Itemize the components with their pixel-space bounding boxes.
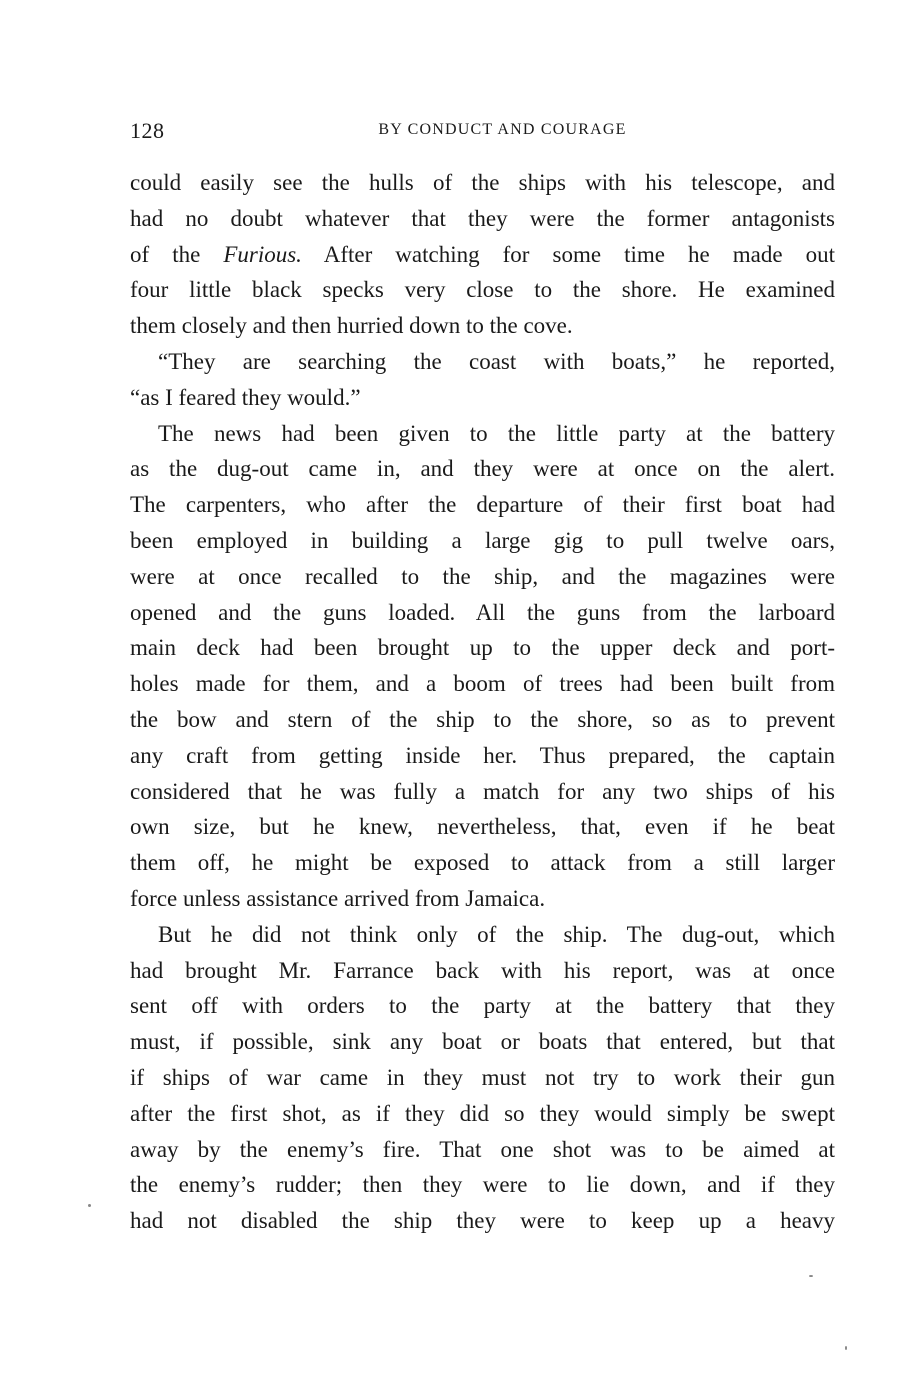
paragraph (130, 416, 835, 917)
ship-name-italic: Furious. (223, 241, 302, 267)
text-line: if ships of war came in they must not try to work their gun (130, 1064, 835, 1090)
text-line: the enemy’s rudder; then they were to lie down, and if they (130, 1172, 835, 1198)
text-line: the bow and stern of the ship to the shore, so as to prevent (130, 706, 835, 732)
text-line: main deck had been brought up to the upper deck and port- (130, 635, 835, 661)
text-line: them off, he might be exposed to attack from a still larger (130, 850, 835, 876)
text-line: as the dug-out came in, and they were at once on the alert. (130, 456, 835, 482)
text-line: sent off with orders to the party at the battery that they (130, 993, 835, 1019)
text-line: been employed in building a large gig to pull twelve oars, (130, 527, 835, 553)
text-line: force unless assistance arrived from Jamaica. (130, 885, 546, 911)
running-title: BY CONDUCT AND COURAGE (378, 121, 627, 138)
text-line: four little black specks very close to the shore. He examined (130, 277, 835, 303)
text-line: after the first shot, as if they did so they would simply be swept (130, 1100, 835, 1126)
paragraph (130, 165, 835, 344)
text-line (130, 237, 835, 273)
text-line: But he did not think only of the ship. The dug-out, which (158, 921, 835, 947)
text-line: were at once recalled to the ship, and the magazines were (130, 563, 835, 589)
text-line: had no doubt whatever that they were the former antagonists (130, 205, 835, 231)
text-line: The carpenters, who after the departure of their first boat had (130, 492, 835, 518)
page-header (130, 118, 835, 148)
text-line: own size, but he knew, nevertheless, that, even if he beat (130, 814, 835, 840)
scan-speck (845, 1346, 847, 1350)
text-line: “as I feared they would.” (130, 384, 361, 410)
paragraph (130, 344, 835, 416)
text-line: “They are searching the coast with boats,” he reported, (158, 348, 835, 374)
text-line: The news had been given to the little party at the battery (158, 420, 835, 446)
text-line: had brought Mr. Farrance back with his report, was at once (130, 957, 835, 983)
text-line: must, if possible, sink any boat or boats that entered, but that (130, 1029, 835, 1055)
text-line: had not disabled the ship they were to keep up a heavy (130, 1208, 835, 1234)
text-line: opened and the guns loaded. All the guns from the larboard (130, 599, 835, 625)
scan-speck (809, 1275, 813, 1277)
paragraph (130, 917, 835, 1239)
text-line: any craft from getting inside her. Thus prepared, the captain (130, 742, 835, 768)
text-segment: of the (130, 241, 224, 267)
text-segment: After watching for some time he made out (301, 241, 835, 267)
page-number: 128 (130, 118, 165, 143)
body-text (130, 165, 835, 1239)
scan-speck (88, 1204, 91, 1207)
text-line: holes made for them, and a boom of trees had been built from (130, 671, 835, 697)
text-line: considered that he was fully a match for any two ships of his (130, 778, 835, 804)
text-line: away by the enemy’s fire. That one shot was to be aimed at (130, 1136, 835, 1162)
text-line: could easily see the hulls of the ships with his telescope, and (130, 170, 835, 195)
text-line: them closely and then hurried down to the cove. (130, 313, 573, 339)
